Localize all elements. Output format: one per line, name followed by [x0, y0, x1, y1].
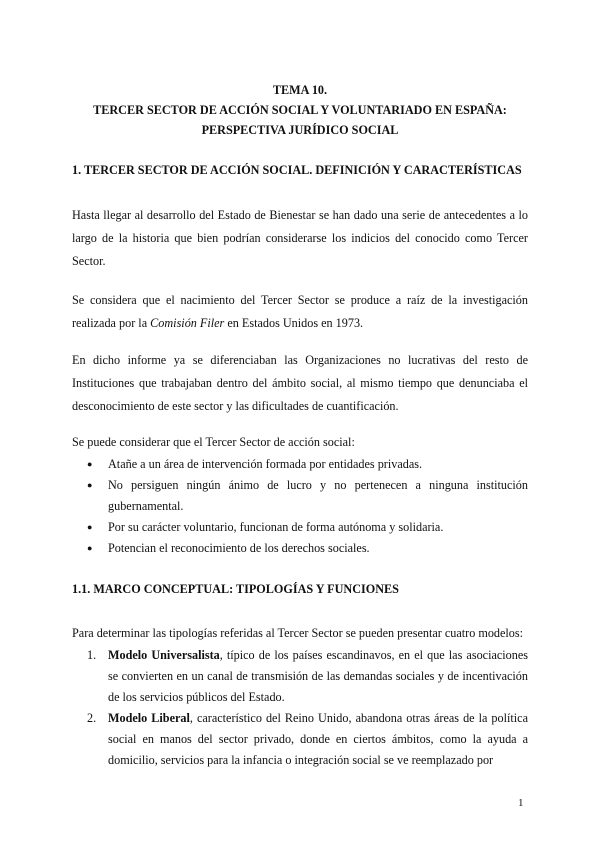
characteristics-list — [72, 454, 528, 559]
document-page — [72, 0, 528, 848]
list-item: ● Potencian el reconocimiento de los derechos sociales. — [72, 538, 528, 559]
list-item: ● Atañe a un área de intervención formada por entidades privadas. — [72, 454, 528, 475]
model-description: , típico de los países escandinavos, en el que las asociaciones se convierten en un canal de transmisión de las demandas sociales y de incentivación de los servicios públicos del Estado. — [108, 648, 529, 704]
model-name: Modelo Universalista — [108, 648, 220, 662]
section-1-heading: 1. TERCER SECTOR DE ACCIÓN SOCIAL. DEFINICIÓN Y CARACTERÍSTICAS — [72, 163, 522, 177]
paragraph-2-start: Se considera que el nacimiento del Tercer Sector se produce a raíz de la investigación realizada por la — [72, 293, 528, 330]
paragraph-1: Hasta llegar al desarrollo del Estado de Bienestar se han dado una serie de antecedentes a lo largo de la historia que bien podrían considerarse los indicios del conocido como Tercer Sector. — [72, 208, 528, 268]
list-item: ● Por su carácter voluntario, funcionan de forma autónoma y solidaria. — [72, 517, 528, 538]
paragraph-2 — [72, 289, 528, 335]
section-1-1-heading: 1.1. MARCO CONCEPTUAL: TIPOLOGÍAS Y FUNCIONES — [72, 582, 399, 596]
model-description: , característico del Reino Unido, abandona otras áreas de la política social en manos del sector privado, donde en ciertos ámbitos, como la ayuda a domicilio, servicios para la infancia o integración social se ve reemplazado por — [108, 711, 528, 767]
list-item — [72, 708, 528, 771]
list-item — [72, 645, 528, 708]
list-number: 1. — [87, 648, 97, 662]
title-line-2: TERCER SECTOR DE ACCIÓN SOCIAL Y VOLUNTARIADO EN ESPAÑA: — [93, 103, 507, 117]
page-number: 1 — [518, 797, 524, 809]
title-line-3: PERSPECTIVA JURÍDICO SOCIAL — [201, 123, 399, 137]
comision-filer-text: Comisión Filer — [150, 316, 225, 330]
paragraph-5: Para determinar las tipologías referidas al Tercer Sector se pueden presentar cuatro modelos: — [72, 626, 524, 640]
list-number: 2. — [87, 711, 97, 725]
paragraph-2-end: en Estados Unidos en 1973. — [224, 316, 364, 330]
paragraph-3: En dicho informe ya se diferenciaban las Organizaciones no lucrativas del resto de Instituciones que trabajaban dentro del ámbito social, al mismo tiempo que denunciaba el desconocimiento de este sector y las dificultades de cuantificación. — [72, 353, 528, 413]
models-list — [72, 645, 528, 771]
model-name: Modelo Liberal — [108, 711, 190, 725]
list-item: ● No persiguen ningún ánimo de lucro y no pertenecen a ninguna institución gubernamental. — [72, 475, 528, 517]
paragraph-4: Se puede considerar que el Tercer Sector de acción social: — [72, 435, 355, 449]
document-title — [72, 80, 528, 140]
title-line-1: TEMA 10. — [272, 83, 328, 97]
